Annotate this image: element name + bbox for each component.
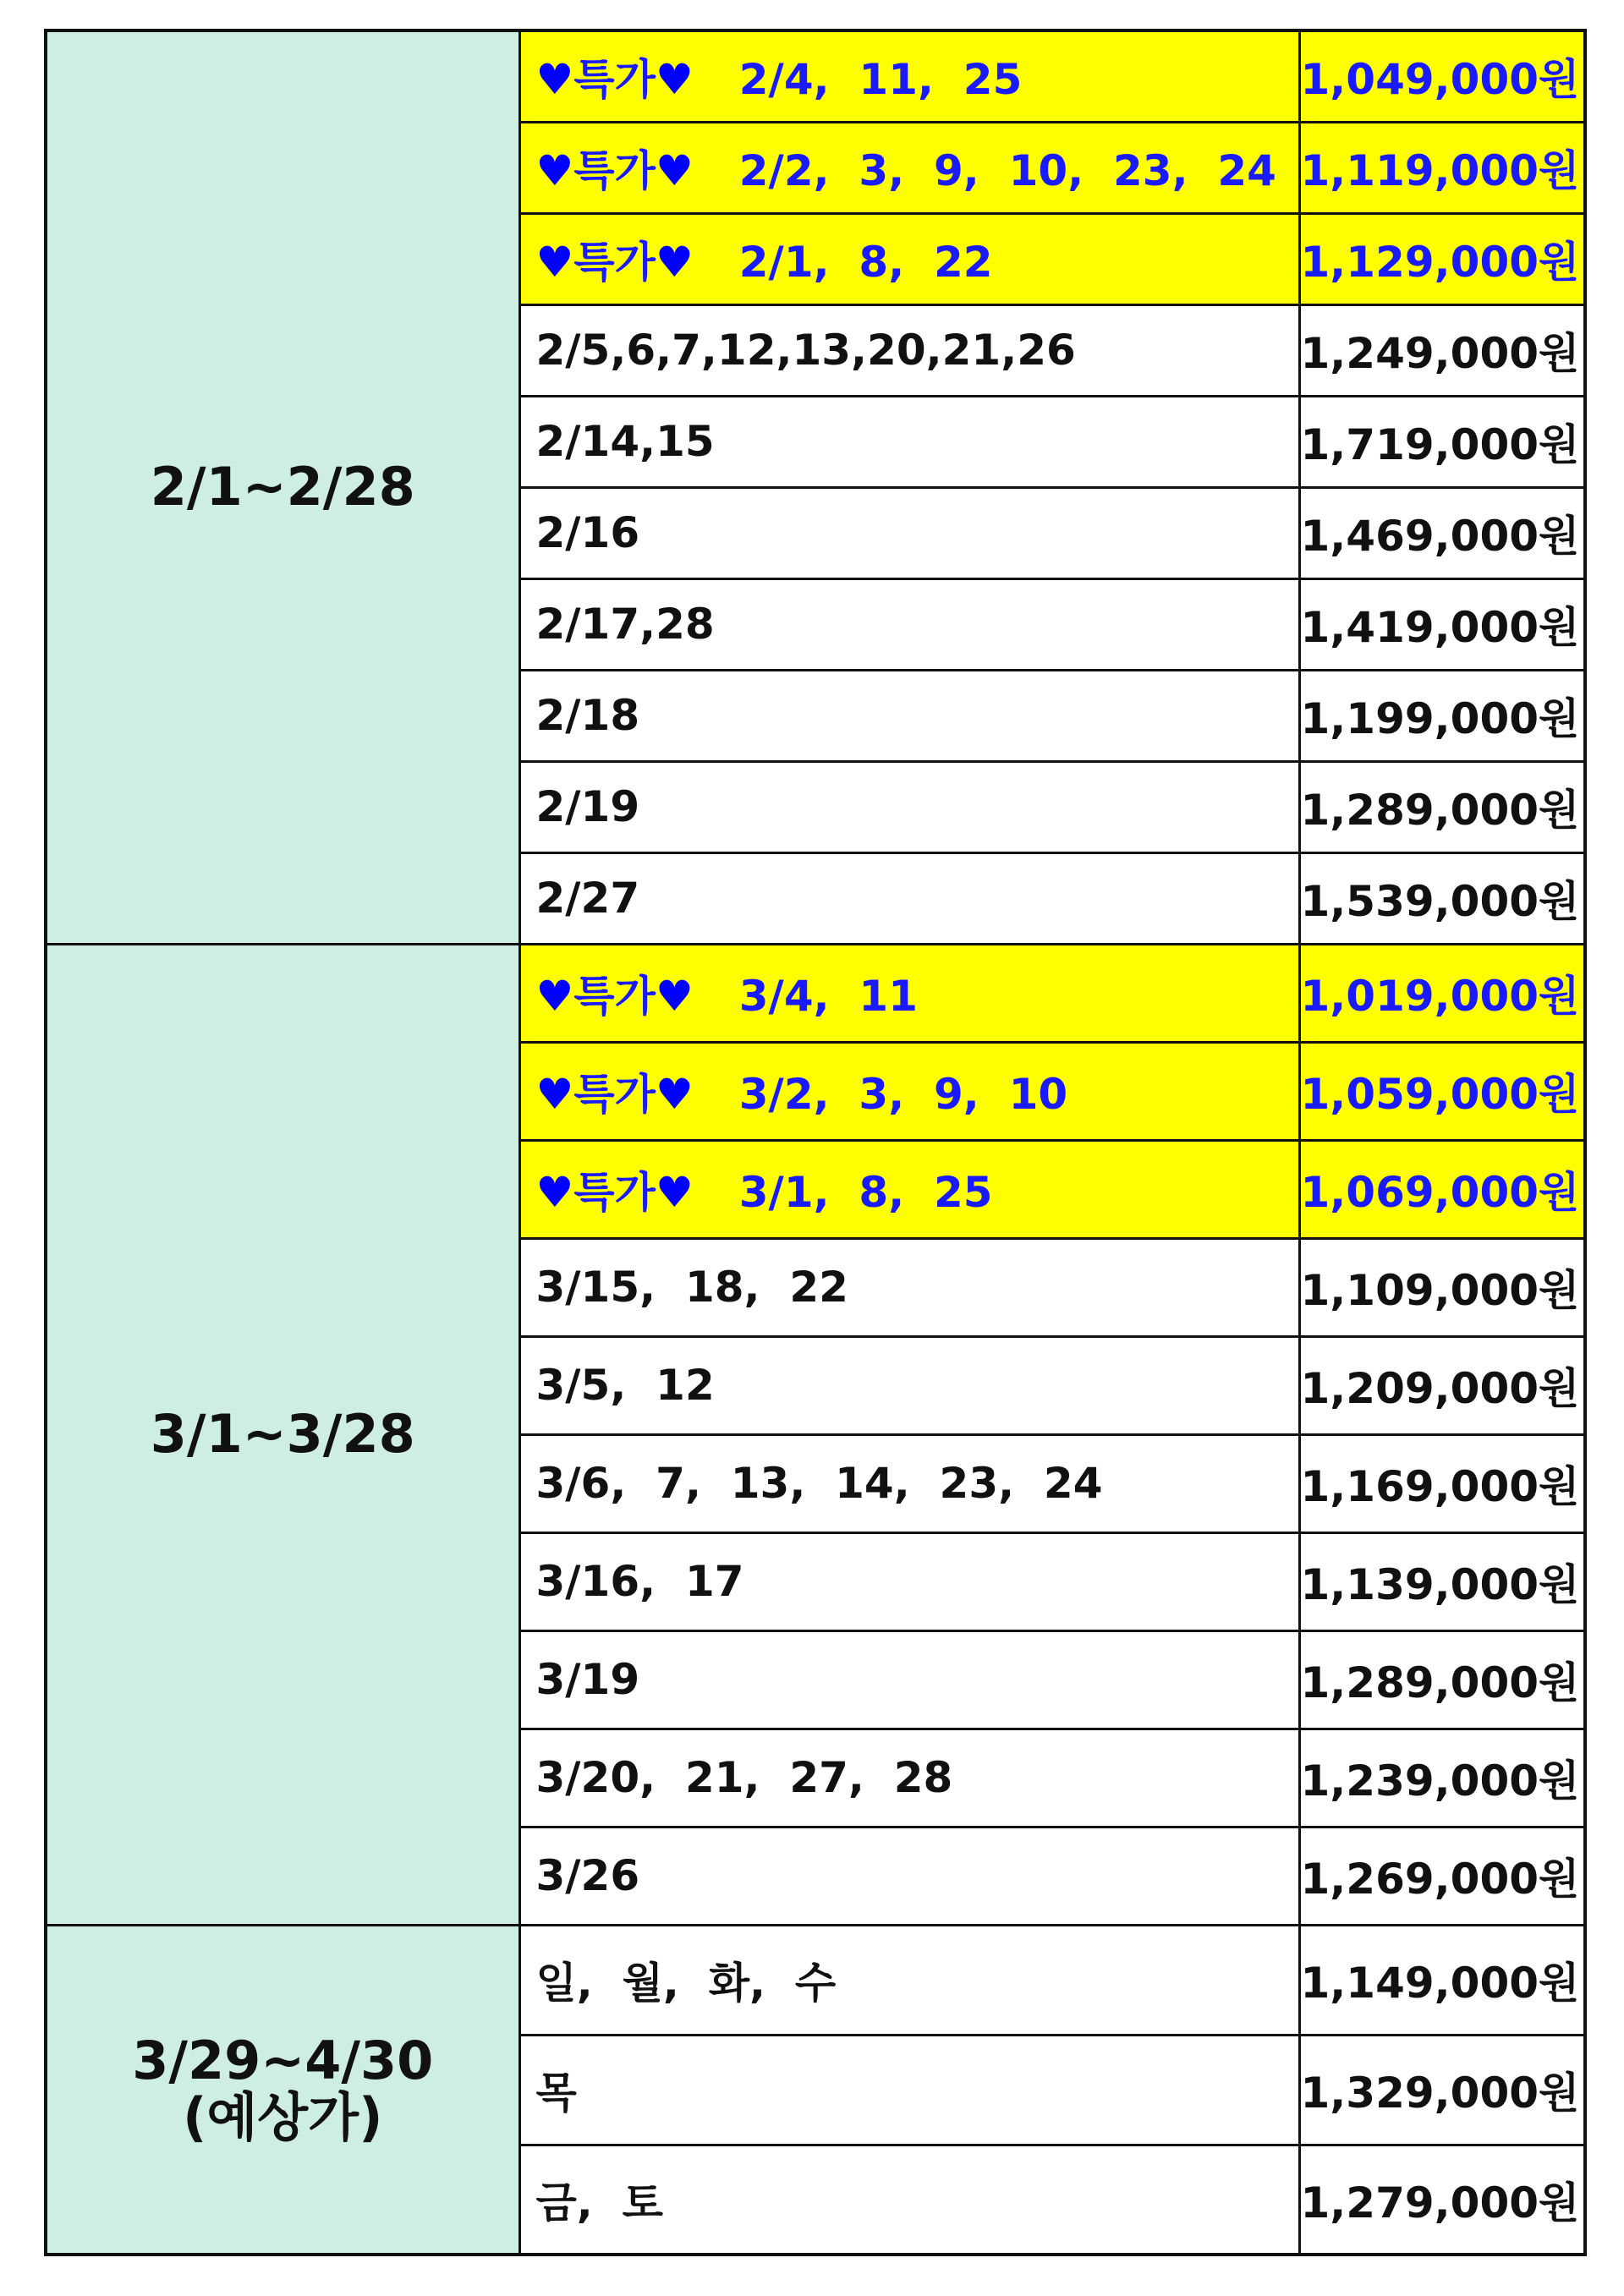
- price-value: 1,239,000원: [1300, 1756, 1580, 1806]
- special-label: 특가: [573, 1168, 656, 1217]
- dates-text: 2/14,15: [535, 417, 715, 466]
- price-cell: [1299, 122, 1585, 213]
- price-value: 1,539,000원: [1300, 877, 1580, 926]
- dates-cell: [519, 304, 1299, 396]
- dates-cell: [519, 1827, 1299, 1925]
- special-label: 특가: [573, 146, 656, 195]
- price-value: 1,419,000원: [1300, 603, 1580, 652]
- heart-icon: ♥: [655, 1168, 694, 1217]
- dates-cell: [519, 30, 1299, 122]
- dates-text: 3/2, 3, 9, 10: [738, 1070, 1068, 1119]
- price-value: 1,719,000원: [1300, 420, 1580, 469]
- price-cell: [1299, 1630, 1585, 1729]
- dates-text: 3/6, 7, 13, 14, 23, 24: [535, 1459, 1103, 1508]
- dates-cell: [519, 396, 1299, 487]
- dates-cell: [519, 213, 1299, 304]
- dates-text: 3/20, 21, 27, 28: [535, 1753, 953, 1802]
- price-value: 1,109,000원: [1300, 1266, 1580, 1315]
- period-label: 3/1~3/28: [150, 1402, 415, 1465]
- price-value: 1,059,000원: [1300, 1070, 1580, 1119]
- heart-icon: ♥: [655, 146, 694, 195]
- heart-icon: ♥: [655, 55, 694, 105]
- price-cell: [1299, 761, 1585, 852]
- price-value: 1,249,000원: [1300, 329, 1580, 378]
- price-value: 1,329,000원: [1300, 2069, 1580, 2118]
- price-value: 1,139,000원: [1300, 1560, 1580, 1609]
- dates-text: 3/16, 17: [535, 1557, 744, 1606]
- dates-text: 3/26: [535, 1851, 640, 1900]
- dates-cell: [519, 578, 1299, 670]
- heart-icon: ♥: [535, 238, 574, 287]
- price-cell: [1299, 1238, 1585, 1336]
- dates-cell: [519, 670, 1299, 761]
- dates-text: 3/5, 12: [535, 1361, 715, 1410]
- price-cell: [1299, 1532, 1585, 1630]
- price-cell: [1299, 670, 1585, 761]
- dates-text: 3/19: [535, 1655, 640, 1704]
- dates-text: 2/5,6,7,12,13,20,21,26: [535, 326, 1076, 375]
- dates-text: 2/2, 3, 9, 10, 23, 24: [738, 146, 1276, 195]
- period-label: 2/1~2/28: [150, 455, 415, 518]
- dates-cell: [519, 2035, 1299, 2145]
- price-value: 1,209,000원: [1300, 1364, 1580, 1413]
- special-label: 특가: [573, 238, 656, 287]
- dates-text: 일, 월, 화, 수: [535, 1959, 837, 2008]
- price-row: [46, 1925, 1585, 2035]
- dates-cell: [519, 1532, 1299, 1630]
- period-cell: [46, 30, 519, 944]
- heart-icon: ♥: [535, 972, 574, 1021]
- dates-cell: [519, 1140, 1299, 1238]
- heart-icon: ♥: [655, 972, 694, 1021]
- dates-cell: [519, 944, 1299, 1042]
- price-cell: [1299, 213, 1585, 304]
- dates-text: 2/18: [535, 691, 640, 740]
- dates-text: 2/19: [535, 782, 640, 831]
- special-label: 특가: [573, 55, 656, 105]
- dates-text: 2/27: [535, 874, 640, 923]
- dates-cell: [519, 1042, 1299, 1140]
- price-value: 1,119,000원: [1300, 146, 1580, 195]
- special-price-row: [46, 30, 1585, 122]
- price-cell: [1299, 578, 1585, 670]
- period-cell: [46, 944, 519, 1925]
- heart-icon: ♥: [535, 1168, 574, 1217]
- period-label: 3/29~4/30: [132, 2029, 434, 2091]
- price-cell: [1299, 2035, 1585, 2145]
- price-value: 1,169,000원: [1300, 1462, 1580, 1511]
- dates-cell: [519, 761, 1299, 852]
- price-value: 1,199,000원: [1300, 694, 1580, 743]
- dates-cell: [519, 1238, 1299, 1336]
- price-cell: [1299, 30, 1585, 122]
- price-cell: [1299, 1042, 1585, 1140]
- dates-cell: [519, 1336, 1299, 1434]
- dates-text: 3/4, 11: [738, 972, 918, 1021]
- dates-cell: [519, 1925, 1299, 2035]
- dates-cell: [519, 852, 1299, 944]
- dates-text: 2/17,28: [535, 600, 715, 649]
- period-note: (예상가): [183, 2085, 383, 2148]
- dates-cell: [519, 487, 1299, 578]
- heart-icon: ♥: [535, 1070, 574, 1119]
- special-price-row: [46, 944, 1585, 1042]
- price-cell: [1299, 1827, 1585, 1925]
- heart-icon: ♥: [655, 1070, 694, 1119]
- price-cell: [1299, 1729, 1585, 1827]
- dates-text: 2/16: [535, 508, 640, 557]
- dates-text: 2/1, 8, 22: [738, 238, 993, 287]
- price-cell: [1299, 1140, 1585, 1238]
- price-cell: [1299, 2145, 1585, 2255]
- price-value: 1,289,000원: [1300, 786, 1580, 835]
- price-cell: [1299, 1434, 1585, 1532]
- price-cell: [1299, 852, 1585, 944]
- price-value: 1,069,000원: [1300, 1168, 1580, 1217]
- price-value: 1,279,000원: [1300, 2178, 1580, 2228]
- dates-cell: [519, 2145, 1299, 2255]
- price-cell: [1299, 396, 1585, 487]
- price-cell: [1299, 304, 1585, 396]
- dates-cell: [519, 1434, 1299, 1532]
- dates-text: 3/15, 18, 22: [535, 1263, 848, 1312]
- price-value: 1,269,000원: [1300, 1855, 1580, 1904]
- dates-text: 목: [535, 2069, 577, 2118]
- heart-icon: ♥: [535, 146, 574, 195]
- dates-text: 2/4, 11, 25: [738, 55, 1023, 105]
- price-value: 1,129,000원: [1300, 238, 1580, 287]
- price-cell: [1299, 944, 1585, 1042]
- price-value: 1,469,000원: [1300, 512, 1580, 561]
- dates-cell: [519, 1729, 1299, 1827]
- price-cell: [1299, 1925, 1585, 2035]
- price-table: [44, 29, 1587, 2256]
- price-table-body: [46, 30, 1585, 2255]
- price-cell: [1299, 487, 1585, 578]
- dates-text: 금, 토: [535, 2178, 663, 2228]
- heart-icon: ♥: [535, 55, 574, 105]
- dates-cell: [519, 1630, 1299, 1729]
- special-label: 특가: [573, 1070, 656, 1119]
- price-value: 1,049,000원: [1300, 55, 1580, 105]
- price-value: 1,019,000원: [1300, 972, 1580, 1021]
- price-value: 1,149,000원: [1300, 1959, 1580, 2008]
- dates-text: 3/1, 8, 25: [738, 1168, 993, 1217]
- period-cell: [46, 1925, 519, 2255]
- price-value: 1,289,000원: [1300, 1658, 1580, 1707]
- dates-cell: [519, 122, 1299, 213]
- special-label: 특가: [573, 972, 656, 1021]
- heart-icon: ♥: [655, 238, 694, 287]
- price-cell: [1299, 1336, 1585, 1434]
